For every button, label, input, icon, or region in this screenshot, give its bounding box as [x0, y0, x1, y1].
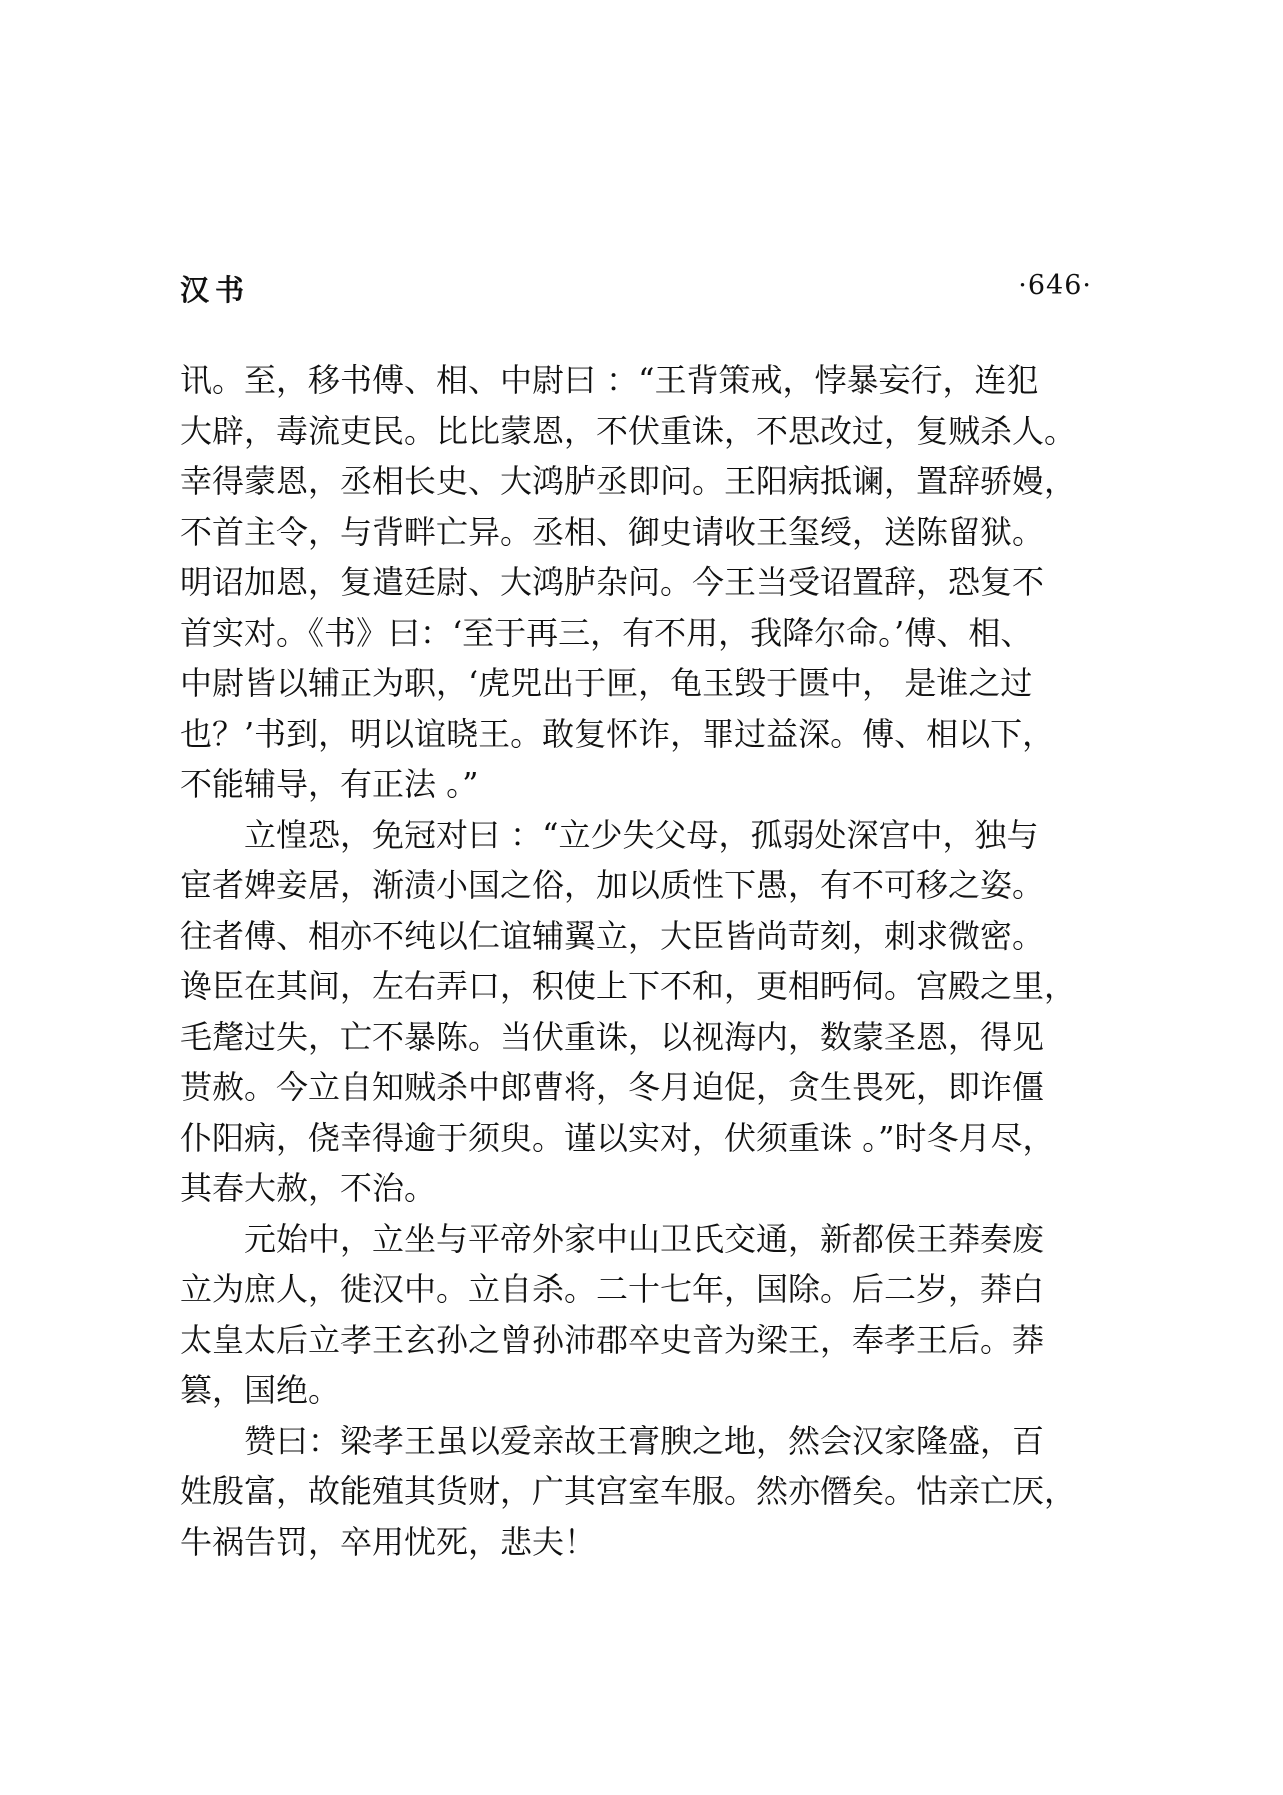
text-line: 牛祸告罚，卒用忧死，悲夫！	[180, 1522, 597, 1561]
text-line: 明诏加恩，复遣廷尉、大鸿胪杂问。今王当受诏置辞，恐复不	[180, 563, 1045, 601]
text-line: 中尉皆以辅正为职，‘虎兕出于匣，龟玉毁于匮中， 是谁之过	[180, 664, 1033, 702]
book-title: 汉书	[180, 273, 251, 307]
text-line: 仆阳病，侥幸得逾于须臾。谨以实对，伏须重诛 。”时冬月尽，	[180, 1118, 1055, 1157]
text-line: 其春大赦，不治。	[180, 1169, 437, 1207]
text-line: 大辟，毒流吏民。比比蒙恩，不伏重诛，不思改过，复贼杀人。	[180, 411, 1077, 450]
text-line: 赞曰：梁孝王虽以爱亲故王膏腴之地，然会汉家隆盛，百	[244, 1421, 1045, 1460]
text-line: 谗臣在其间，左右弄口，积使上下不和，更相眄伺。宫殿之里，	[180, 967, 1077, 1005]
body-text	[180, 355, 1092, 1567]
text-line: 元始中，立坐与平帝外家中山卫氏交通，新都侯王莽奏废	[244, 1219, 1045, 1258]
text-line: 立惶恐，免冠对曰 ：“立少失父母，孤弱处深宫中，独与	[244, 815, 1039, 854]
text-line: 太皇太后立孝王玄孙之曾孙沛郡卒史音为梁王，奉孝王后。莽	[180, 1320, 1045, 1359]
text-line: 讯。至，移书傅、相、中尉曰 ：“王背策戒，悖暴妄行，连犯	[180, 361, 1039, 399]
text-line: 立为庶人，徙汉中。立自杀。二十七年，国除。后二岁，莽白	[180, 1270, 1045, 1308]
running-head	[180, 268, 1092, 312]
text-line: 毛氂过失，亡不暴陈。当伏重诛，以视海内，数蒙圣恩，得见	[180, 1017, 1045, 1056]
text-line: 也？’书到，明以谊晓王。敢复怀诈，罪过益深。傅、相以下，	[180, 714, 1055, 753]
text-line: 幸得蒙恩，丞相长史、大鸿胪丞即问。王阳病抵谰，置辞骄嫚，	[180, 462, 1077, 500]
text-line: 篡，国绝。	[180, 1371, 341, 1409]
text-line: 不首主令，与背畔亡异。丞相、御史请收王玺绶，送陈留狱。	[180, 512, 1045, 551]
text-line: 姓殷富，故能殖其货财，广其宫室车服。然亦僭矣。怙亲亡厌，	[180, 1472, 1077, 1510]
text-line: 往者傅、相亦不纯以仁谊辅翼立，大臣皆尚苛刻，刺求微密。	[180, 916, 1045, 955]
text-line: 贳赦。今立自知贼杀中郎曹将，冬月迫促，贪生畏死，即诈僵	[180, 1068, 1045, 1106]
text-line: 不能辅导，有正法 。”	[180, 765, 479, 803]
page-number: ·646·	[1018, 270, 1092, 301]
text-line: 宦者婢妾居，渐渍小国之俗，加以质性下愚，有不可移之姿。	[180, 866, 1045, 904]
text-line: 首实对。《书》曰：‘至于再三，有不用，我降尔命。’傅、相、	[180, 613, 1033, 652]
